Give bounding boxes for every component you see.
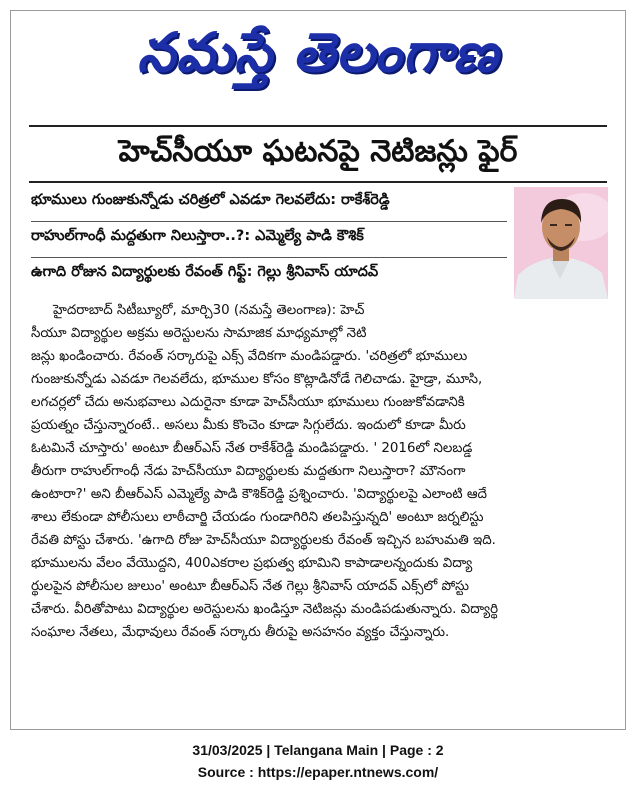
- newspaper-clipping: [10, 10, 626, 730]
- masthead-title: నమస్తే తెలంగాణ: [137, 20, 499, 84]
- article-line: జన్లు ఖండించారు. రేవంత్ సర్కారుపై ఎక్స్ వేదికగా మండిపడ్డారు. 'చరిత్రలో భూములు: [31, 349, 468, 364]
- article-line: సీయూ విద్యార్థుల అక్రమ అరెస్టులను సామాజిక మాధ్యమాల్లో నెటి: [31, 326, 367, 341]
- subhead-divider: [31, 257, 507, 258]
- article-line: ఓటమినే చూస్తారు' అంటూ బీఆర్ఎస్ నేత రాకేశ్‌రెడ్డి మండిపడ్డారు. ' 2016లో నిలబడ్డ: [31, 441, 473, 456]
- subhead-3: ఉగాది రోజున విద్యార్థులకు రేవంత్ గిఫ్ట్: గెల్లు శ్రీనివాస్ యాదవ్: [31, 264, 379, 280]
- footer-source-line: Source : https://epaper.ntnews.com/: [197, 764, 439, 780]
- article-line: సంఘాల నేతలు, మేధావులు రేవంత్ సర్కారు తీరుపై అసహనం వ్యక్తం చేస్తున్నారు.: [31, 625, 450, 640]
- headline: హెచ్‌సీయూ ఘటనపై నెటిజన్లు ఫైర్: [118, 134, 518, 169]
- article-line: రేవతి పోస్టు చేశారు. 'ఉగాది రోజు హెచ్‌సీయూ విద్యార్థులకు రేవంత్ ఇచ్చిన బహుమతి ఇది.: [31, 533, 496, 548]
- article-line: లగచర్లలో చేదు అనుభవాలు ఎదురైనా కూడా హెచ్‌సీయూ భూములు గుంజుకోవడానికి: [31, 395, 465, 410]
- subhead-1: భూములు గుంజుకున్నోడు చరిత్రలో ఎవడూ గెలవలేదు: రాకేశ్‌రెడ్డి: [31, 192, 390, 208]
- article-body: [31, 299, 609, 644]
- article-line: ప్రయత్నం చేస్తున్నారంటే.. అసలు మీకు కొంచెం కూడా సిగ్గులేదు. ఇందులో కూడా మీరు: [31, 418, 466, 433]
- subhead-divider: [31, 221, 507, 222]
- article-line: తీరుగా రాహుల్‌గాంధీ నేడు హెచ్‌సీయూ విద్యార్థులకు మద్దతుగా నిలుస్తారా? మౌనంగా: [31, 464, 466, 479]
- article-line: గుంజుకున్నోడు ఎవడూ గెలవలేదు, భూముల కోసం కొట్లాడినోడే గెలిచాడు. హైడ్రా, మూసి,: [31, 372, 483, 387]
- footer-date-line: 31/03/2025 | Telangana Main | Page : 2: [192, 742, 444, 758]
- article-line: ర్థులపైన పోలీసుల జులుం' అంటూ బీఆర్ఎస్ నేత గెల్లు శ్రీనివాస్ యాదవ్ ఎక్స్‌లో పోస్టు: [31, 579, 470, 594]
- subhead-2: రాహుల్‌గాంధీ మద్దతుగా నిలుస్తారా..?: ఎమ్మెల్యే పాడి కౌశిక్: [31, 228, 364, 244]
- headline-rule: [29, 181, 607, 183]
- article-line: భూములను వేలం వేయొద్దని, 400ఎకరాల ప్రభుత్వ భూమిని కాపాడాలన్నందుకు విద్యా: [31, 556, 473, 571]
- top-rule: [29, 125, 607, 127]
- article-line: చేశారు. వీరితోపాటు విద్యార్థుల అరెస్టులను ఖండిస్తూ నెటిజన్లు మండిపడుతున్నారు. విద్యార్థి: [31, 602, 499, 617]
- article-line: శాలు లేకుండా పోలీసులు లాఠీచార్జి చేయడం గుండాగిరిని తలపిస్తున్నది' అంటూ జర్నలిస్టు: [31, 510, 484, 525]
- masthead: [11, 11, 625, 107]
- article-line: ఉంటారా?' అని బీఆర్ఎస్ ఎమ్మెల్యే పాడి కౌశిక్‌రెడ్డి ప్రశ్నించారు. 'విద్యార్థులపై ఎలాంటి ఆదే: [31, 487, 488, 502]
- article-line: హైదరాబాద్ సిటీబ్యూరో, మార్చి30 (నమస్తే తెలంగాణ): హెచ్: [53, 303, 365, 318]
- portrait-photo: [514, 187, 608, 299]
